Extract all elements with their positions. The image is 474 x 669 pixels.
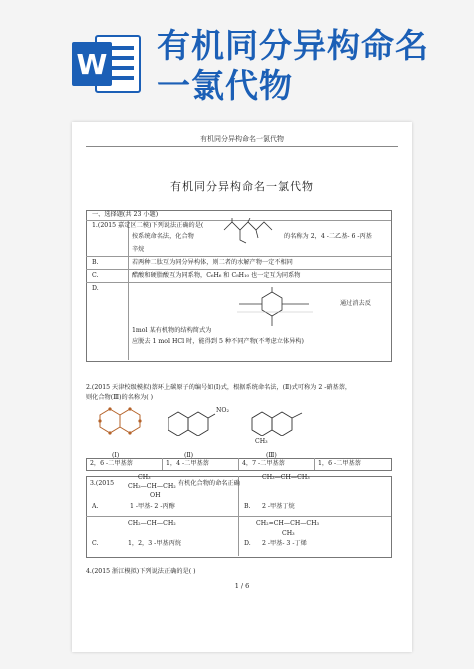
q3-c-formula: CH₂—CH—CH₂: [128, 520, 176, 527]
benzene-structure-icon: [217, 286, 327, 332]
q3-stem: 3.(2015: [90, 480, 115, 487]
q3-d-label: D.: [244, 540, 251, 547]
zigzag-structure-icon: [222, 218, 282, 244]
q3-a-label: A.: [92, 503, 99, 510]
q2-label-1: (Ⅰ): [112, 452, 120, 459]
q1-option-a-text2: 的名称为 2，4 -二乙基- 6 -丙基: [284, 233, 372, 240]
q1-row-divider: [86, 256, 391, 257]
q3-d-name: 2 -甲基- 3 -丁烯: [262, 540, 307, 547]
naphthalene-no2-icon: [168, 408, 216, 436]
q3-row-divider: [86, 516, 391, 517]
q3-c-name: 1，2，3 -甲基丙烷: [128, 540, 181, 547]
q3-d-formula: CH₂=CH—CH—CH₃: [256, 520, 320, 527]
q2-options-divider: [238, 458, 239, 470]
banner-title: [157, 26, 467, 106]
naphthalene-numbered-icon: [96, 405, 146, 441]
dimethylnaphthalene-icon: [250, 408, 304, 436]
page-header-text: 有机同分异构命名一氯代物: [200, 135, 284, 143]
q3-a-formula: CH₃—CH—CH₂: [128, 483, 176, 490]
q1-option-c-text: 醋酸和硬脂酸互为同系物，C₆H₆ 和 C₈H₁₀ 也一定互为同系物: [132, 272, 301, 279]
q1-option-a-text3: 辛烷: [132, 246, 145, 253]
q3-c-label: C.: [92, 540, 99, 547]
header-divider: [86, 146, 398, 147]
q2-option-a: 2，6 -二甲基萘: [90, 460, 133, 467]
q1-option-d-label: D.: [92, 285, 99, 292]
q2-no2-label: NO₂: [216, 407, 229, 414]
q1-option-b-label: B.: [92, 259, 99, 266]
q1-option-c-label: C.: [92, 272, 99, 279]
banner-title-line1: 有机同分异构命名: [157, 26, 429, 65]
q2-options-divider: [314, 458, 315, 470]
page-number: 1 / 6: [234, 582, 250, 590]
q2-label-3: (Ⅲ): [266, 452, 277, 459]
q1-row-divider: [86, 269, 391, 270]
banner: [0, 0, 474, 118]
q4-stem: 4.(2015 浙江模拟)下列说法正确的是( ): [86, 568, 196, 575]
q3-stem-tail: 有机化合物的命名正确: [178, 480, 240, 487]
word-document-icon: [70, 32, 142, 96]
q1-stem: 1.(2015 嘉定区二模)下列说法正确的是(: [92, 222, 204, 229]
q3-a-name: 1 -甲基- 2 -丙醇: [130, 503, 175, 510]
q1-option-b-text: 若两种二肽互为同分异构体，则二者的水解产物一定不相同: [132, 259, 293, 266]
q2-options-divider: [162, 458, 163, 470]
q1-col-divider: [128, 220, 129, 360]
q2-ch3-label: CH₃: [255, 438, 268, 445]
document-page: [72, 122, 412, 652]
q2-label-2: (Ⅱ): [184, 452, 194, 459]
q1-option-a-text1: 按系统命名法，化合物: [132, 233, 194, 240]
q1-option-d-text2: 通过消去反: [340, 300, 371, 307]
banner-title-line2: 一氯代物: [157, 66, 293, 105]
q1-row-divider: [86, 282, 391, 283]
q1-option-d-text3: 应脱去 1 mol HCl 时，能得到 5 种不同产物(不考虑立体异构): [132, 338, 304, 345]
q2-option-b: 1，4 -二甲基萘: [166, 460, 209, 467]
section-heading: 一、选择题(共 23 小题): [92, 211, 159, 218]
q3-a-ch3: CH₃: [138, 474, 151, 481]
q3-a-oh: OH: [150, 492, 161, 499]
q2-option-c: 4，7 -二甲基萘: [242, 460, 285, 467]
document-title: 有机同分异构命名一氯代物: [170, 180, 314, 193]
q2-stem: 2.(2015 天津校级模拟)萘环上碳原子的编号如(Ⅰ)式，根据系统命名法，(Ⅱ)式可称为 2 -硝基萘，: [86, 384, 352, 391]
q2-stem-2: 则化合物(Ⅲ)的名称为( ): [86, 394, 154, 401]
q3-b-formula: CH₃—CH—CH₃: [262, 474, 310, 481]
q2-option-d: 1，6 -二甲基萘: [318, 460, 361, 467]
q3-b-label: B.: [244, 503, 251, 510]
svg-text:W: W: [76, 48, 108, 81]
q3-b-name: 2 -甲基丁烷: [262, 503, 295, 510]
q3-d-ch3: CH₃: [282, 530, 295, 537]
q1-option-d-text1: 1mol 某有机物的结构简式为: [132, 327, 212, 334]
